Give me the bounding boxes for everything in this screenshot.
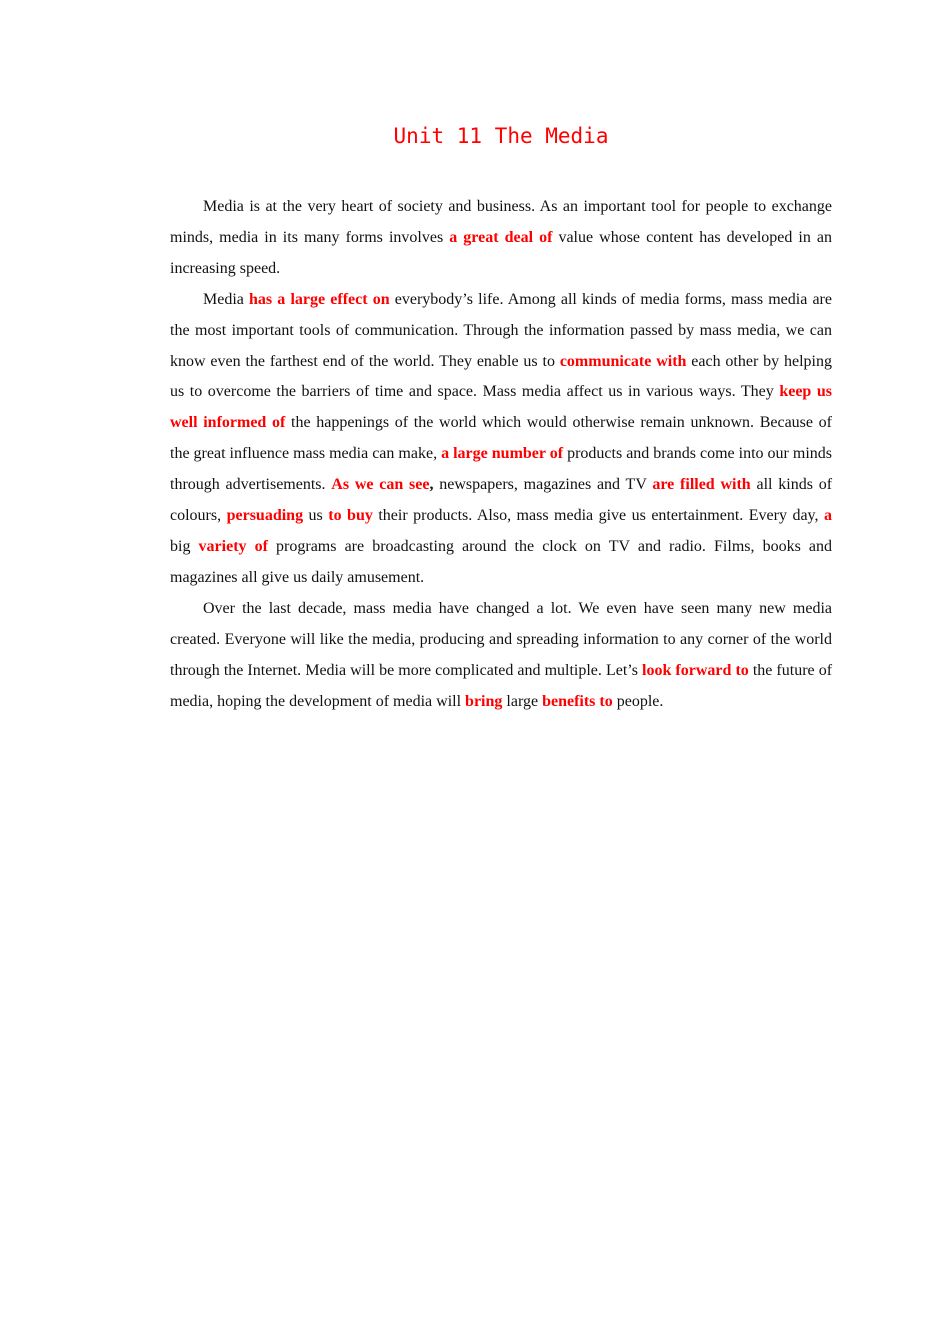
key-phrase: look forward to — [642, 661, 749, 679]
text-segment: large — [502, 692, 543, 710]
text-segment: value whose content has developed in an increasing speed. — [170, 228, 833, 277]
text-segment: Media — [203, 290, 250, 308]
paragraph-1 — [170, 192, 832, 285]
text-segment: each other by helping us to overcome the barriers of time and space. Mass media affect us in various ways. They — [170, 352, 832, 401]
key-phrase: has a large effect on — [249, 290, 390, 308]
text-segment: us — [303, 507, 329, 525]
paragraph-3 — [170, 594, 832, 718]
key-phrase: to buy — [328, 507, 373, 525]
text-segment: the future of media, hoping the development of media will — [170, 661, 833, 710]
text-segment: the happenings of the world which would otherwise remain unknown. Because of the great influence mass media can make, — [170, 414, 832, 463]
paragraph-2 — [170, 285, 832, 594]
key-phrase: a large number of — [441, 445, 564, 463]
text-segment: everybody’s life. Among all kinds of media forms, mass media are the most important tools of communication. Through the information passed by mass media, we can know even the farthest end of the world. They enable us to — [170, 290, 832, 370]
key-phrase: variety of — [198, 537, 268, 555]
key-phrase: a — [824, 507, 833, 525]
document-title: Unit 11 The Media — [393, 124, 609, 148]
text-segment: their products. Also, mass media give us entertainment. Every day, — [372, 507, 825, 525]
document-page — [170, 118, 832, 717]
text-segment: all kinds of colours, — [170, 476, 833, 525]
key-phrase: bring — [465, 692, 503, 710]
key-phrase: As we can see — [331, 476, 430, 494]
text-segment: programs are broadcasting around the clock on TV and radio. Films, books and magazines all give us daily amusement. — [170, 537, 832, 586]
key-phrase: keep us well informed of — [170, 383, 832, 432]
text-segment: people. — [612, 692, 664, 710]
text-segment: Over the last decade, mass media have changed a lot. We even have seen many new media created. Everyone will like the media, producing and spreading information to any corner of the world through the Internet. Media will be more complicated and multiple. Let’s — [170, 599, 832, 679]
text-segment: products and brands come into our minds through advertisements. — [170, 445, 833, 494]
text-segment: big — [170, 537, 199, 555]
key-phrase: communicate with — [559, 352, 687, 370]
key-phrase: benefits to — [542, 692, 613, 710]
key-phrase: persuading — [226, 507, 304, 525]
key-phrase: a great deal of — [449, 228, 553, 246]
text-segment: newspapers, magazines and TV — [433, 476, 653, 494]
key-phrase: are filled with — [652, 476, 751, 494]
text-segment: Media is at the very heart of society and business. As an important tool for people to exchange minds, media in its many forms involves — [170, 198, 832, 246]
text-segment: , — [429, 476, 434, 494]
